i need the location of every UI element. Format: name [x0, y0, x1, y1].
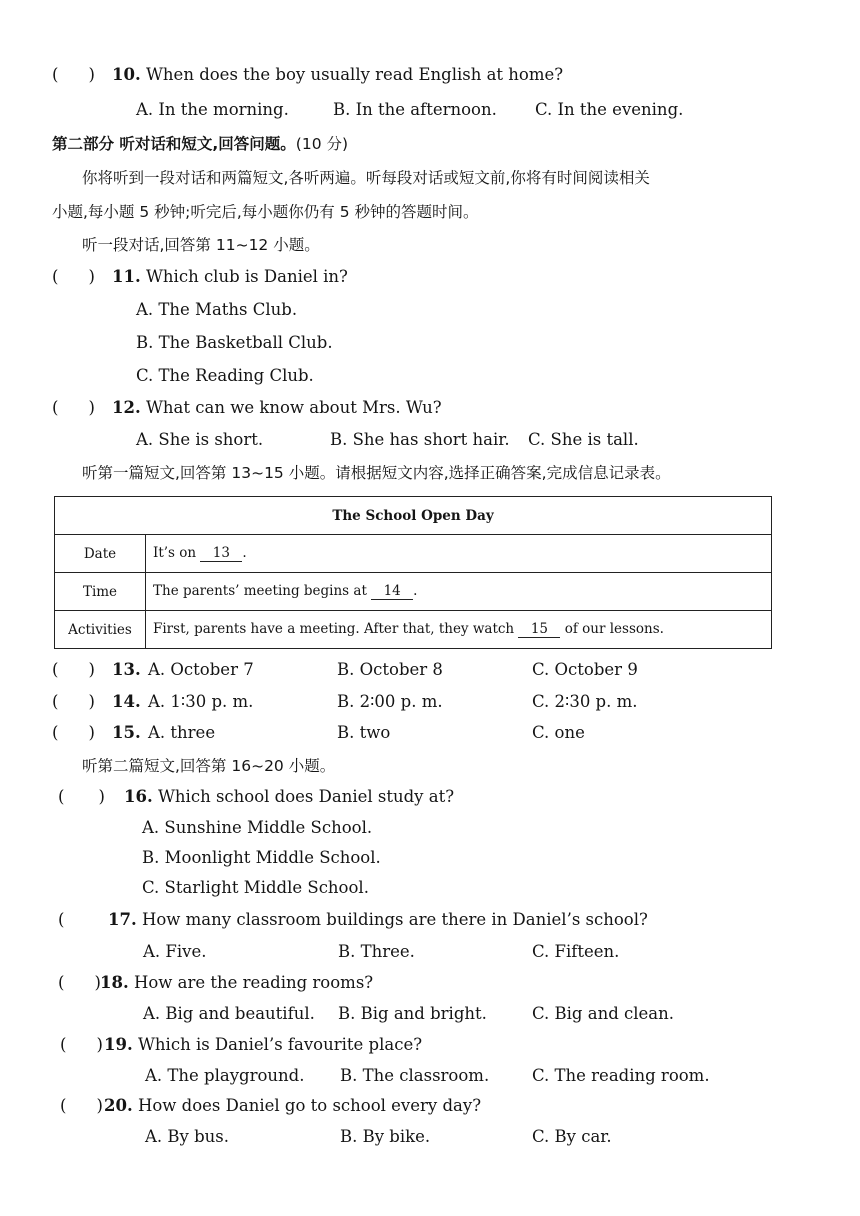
- answer-paren: ( ): [52, 692, 95, 711]
- option-b: B. Three.: [338, 942, 415, 961]
- option-a: A. Five.: [143, 942, 207, 961]
- table-row: [55, 611, 772, 649]
- option-c: C. The reading room.: [532, 1066, 710, 1085]
- question-16: [58, 786, 454, 808]
- passage-2-intro: 听第二篇短文,回答第 16~20 小题。: [82, 757, 336, 775]
- option-a: A. The Maths Club.: [136, 300, 298, 319]
- question-15: [52, 722, 141, 744]
- question-number: 17.: [108, 910, 137, 929]
- question-number: 13.: [112, 660, 141, 679]
- option-b: B. October 8: [337, 660, 443, 679]
- section-title: 第二部分 听对话和短文,回答问题。: [52, 135, 296, 153]
- question-13: [52, 659, 141, 681]
- option-a: A. The playground.: [145, 1066, 305, 1085]
- question-text: What can we know about Mrs. Wu?: [145, 398, 442, 417]
- answer-paren: ( ): [60, 1035, 103, 1054]
- question-text: How does Daniel go to school every day?: [137, 1096, 482, 1115]
- question-18: [58, 972, 373, 994]
- passage-1-intro: 听第一篇短文,回答第 13~15 小题。请根据短文内容,选择正确答案,完成信息记录表。: [82, 464, 671, 482]
- row-content: The parents’ meeting begins at 14 .: [146, 573, 772, 611]
- answer-paren: ( ): [58, 787, 105, 806]
- option-b: B. The Basketball Club.: [136, 333, 333, 352]
- option-c: C. 2∶30 p. m.: [532, 692, 638, 711]
- option-c: C. By car.: [532, 1127, 612, 1146]
- option-b: B. She has short hair.: [330, 430, 510, 449]
- instructions-line-2: 小题,每小题 5 秒钟;听完后,每小题你仍有 5 秒钟的答题时间。: [52, 203, 479, 221]
- option-a: A. By bus.: [145, 1127, 229, 1146]
- row-label: Activities: [55, 611, 146, 649]
- option-a: A. October 7: [148, 660, 254, 679]
- answer-paren: ( ): [52, 660, 95, 679]
- option-c: C. October 9: [532, 660, 638, 679]
- answer-blank: 13: [200, 545, 242, 562]
- option-a: A. In the morning.: [136, 100, 289, 119]
- option-a: A. 1∶30 p. m.: [148, 692, 254, 711]
- question-text: Which school does Daniel study at?: [157, 787, 455, 806]
- answer-paren: ( ): [52, 723, 95, 742]
- option-a: A. Sunshine Middle School.: [142, 818, 373, 837]
- option-a: A. Big and beautiful.: [143, 1004, 315, 1023]
- option-b: B. In the afternoon.: [333, 100, 497, 119]
- option-c: C. one: [532, 723, 585, 742]
- question-text: When does the boy usually read English at home?: [145, 65, 564, 84]
- question-20: [60, 1095, 481, 1117]
- answer-paren: ( ): [52, 398, 95, 417]
- question-number: 12.: [112, 398, 141, 417]
- question-17: [58, 909, 648, 931]
- question-text: How are the reading rooms?: [133, 973, 374, 992]
- option-c: C. Starlight Middle School.: [142, 878, 369, 897]
- answer-paren: (: [58, 910, 65, 929]
- question-number: 20.: [104, 1096, 133, 1115]
- question-text: Which club is Daniel in?: [145, 267, 348, 286]
- question-number: 19.: [104, 1035, 133, 1054]
- answer-paren: ( ): [52, 65, 95, 84]
- question-text: How many classroom buildings are there in Daniel’s school?: [141, 910, 648, 929]
- question-19: [60, 1034, 422, 1056]
- answer-paren: ( ): [60, 1096, 103, 1115]
- section-score: (10 分): [295, 135, 349, 153]
- row-label: Date: [55, 535, 146, 573]
- option-b: B. Big and bright.: [338, 1004, 487, 1023]
- answer-paren: ( ): [52, 267, 95, 286]
- question-number: 11.: [112, 267, 141, 286]
- answer-paren: ( ): [58, 973, 101, 992]
- table-title: The School Open Day: [55, 497, 772, 535]
- question-10: [52, 64, 563, 86]
- option-c: C. Big and clean.: [532, 1004, 674, 1023]
- table-row: [55, 535, 772, 573]
- option-b: B. 2∶00 p. m.: [337, 692, 443, 711]
- row-content: It’s on 13 .: [146, 535, 772, 573]
- instructions-line-1: 你将听到一段对话和两篇短文,各听两遍。听每段对话或短文前,你将有时间阅读相关: [82, 169, 650, 187]
- option-a: A. She is short.: [136, 430, 264, 449]
- option-b: B. Moonlight Middle School.: [142, 848, 381, 867]
- dialogue-intro: 听一段对话,回答第 11~12 小题。: [82, 236, 320, 254]
- question-14: [52, 691, 141, 713]
- info-record-table: [54, 496, 772, 649]
- question-text: Which is Daniel’s favourite place?: [137, 1035, 423, 1054]
- answer-blank: 14: [371, 583, 413, 600]
- option-c: C. She is tall.: [528, 430, 639, 449]
- row-content: First, parents have a meeting. After that, they watch 15 of our lessons.: [146, 611, 772, 649]
- answer-blank: 15: [518, 621, 560, 638]
- option-c: C. In the evening.: [535, 100, 684, 119]
- question-number: 10.: [112, 65, 141, 84]
- option-c: C. Fifteen.: [532, 942, 620, 961]
- question-number: 16.: [124, 787, 153, 806]
- option-c: C. The Reading Club.: [136, 366, 314, 385]
- question-number: 18.: [100, 973, 129, 992]
- option-a: A. three: [148, 723, 216, 742]
- option-b: B. By bike.: [340, 1127, 431, 1146]
- question-number: 14.: [112, 692, 141, 711]
- question-12: [52, 397, 442, 419]
- question-number: 15.: [112, 723, 141, 742]
- table-row: [55, 573, 772, 611]
- row-label: Time: [55, 573, 146, 611]
- question-11: [52, 266, 348, 288]
- section-heading: [52, 133, 348, 155]
- option-b: B. two: [337, 723, 391, 742]
- option-b: B. The classroom.: [340, 1066, 490, 1085]
